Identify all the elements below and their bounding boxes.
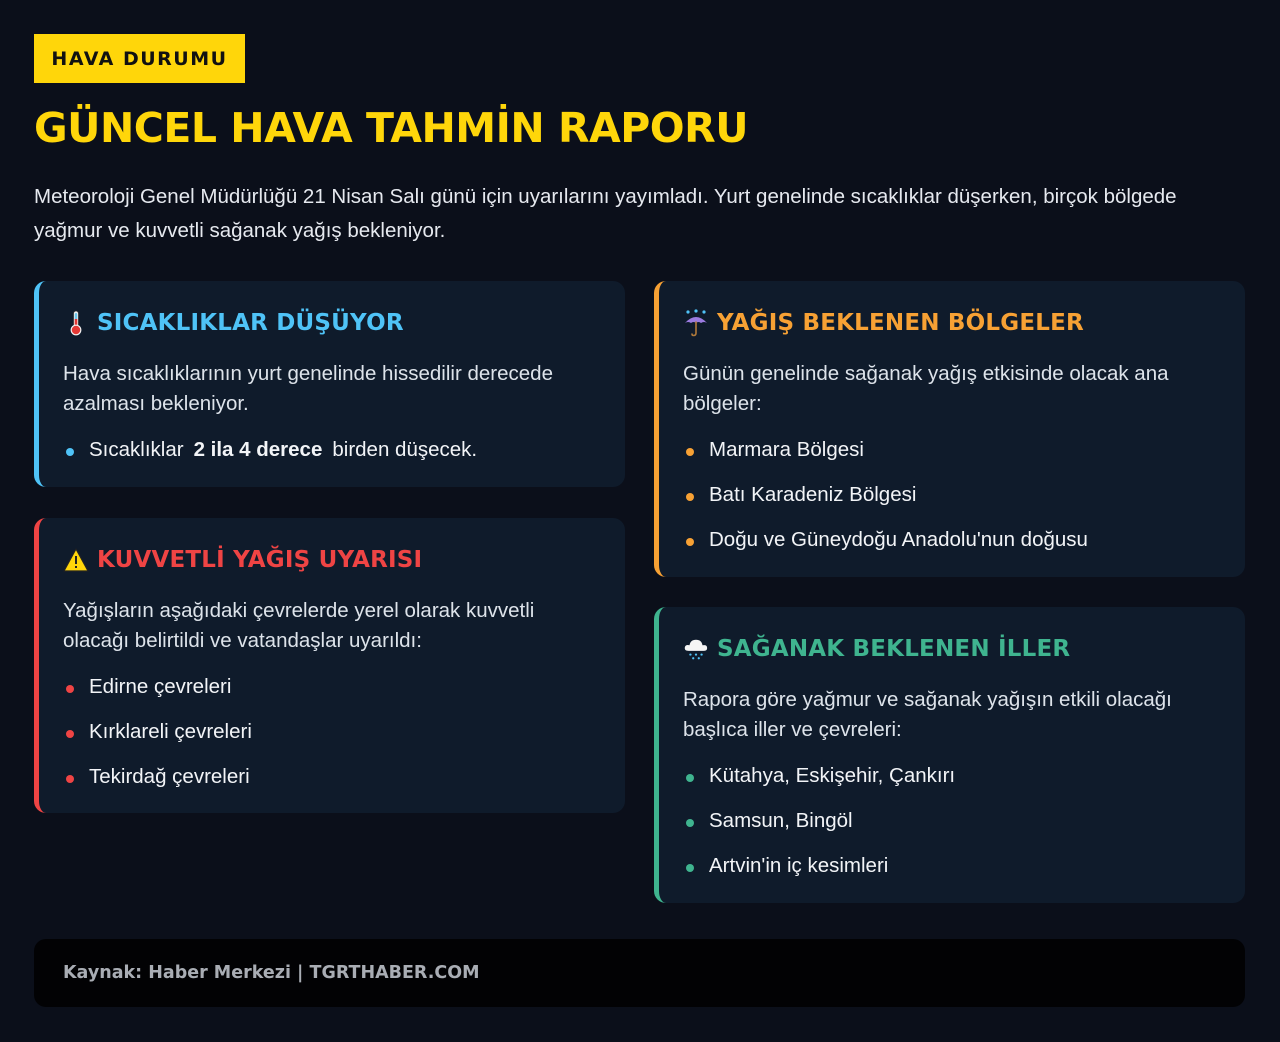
bullet-icon [686,493,694,501]
bullet-text-bold: 2 ila 4 derece [193,438,323,461]
card-temperature [34,281,625,487]
rain-cloud-icon [683,635,709,663]
bullet-text-prefix: Sıcaklıklar [89,438,184,461]
list-item-text: Kütahya, Eskişehir, Çankırı [709,764,956,787]
card-provinces-list [683,761,1221,881]
bullet-icon [66,448,74,456]
list-item [683,851,1221,881]
card-temperature-list [63,435,601,465]
list-item-text: Marmara Bölgesi [709,438,864,461]
source-footer [34,939,1245,1007]
list-item-text: Batı Karadeniz Bölgesi [709,483,917,506]
bullet-text-suffix: birden düşecek. [332,438,478,461]
card-shower-provinces [654,607,1245,903]
card-regions-heading [683,307,1221,339]
card-temperature-title: SICAKLIKLAR DÜŞÜYOR [97,310,404,336]
list-item-text: Samsun, Bingöl [709,809,853,832]
bullet-icon [686,538,694,546]
bullet-icon [686,864,694,872]
bullet-icon [66,775,74,783]
card-provinces-heading [683,633,1221,665]
list-item [683,480,1221,510]
card-regions-title: YAĞIŞ BEKLENEN BÖLGELER [717,310,1084,336]
list-item [683,525,1221,555]
list-item [63,435,601,465]
list-item [63,717,601,747]
list-item-text: Kırklareli çevreleri [89,720,252,743]
card-heavy-rain-warning [34,518,625,813]
thermometer-icon [63,309,89,337]
list-item [683,435,1221,465]
bullet-icon [66,685,74,693]
warning-icon [63,546,89,574]
card-warning-description: Yağışların aşağıdaki çevrelerde yerel olarak kuvvetli olacağı belirtildi ve vatandaşlar uyarıldı: [63,599,535,652]
umbrella-rain-icon [683,309,709,337]
card-warning-list [63,672,601,792]
list-item [683,806,1221,836]
source-text: Kaynak: Haber Merkezi | TGRTHABER.COM [63,963,480,983]
card-rain-regions [654,281,1245,577]
list-item [683,761,1221,791]
category-badge: HAVA DURUMU [34,34,245,83]
card-temperature-heading [63,307,601,339]
bullet-icon [686,448,694,456]
card-provinces-title: SAĞANAK BEKLENEN İLLER [717,636,1071,662]
card-warning-heading [63,544,601,576]
list-item-text: Doğu ve Güneydoğu Anadolu'nun doğusu [709,528,1088,551]
card-provinces-description: Rapora göre yağmur ve sağanak yağışın etkili olacağı başlıca iller ve çevreleri: [683,688,1172,741]
list-item [63,672,601,702]
bullet-icon [66,730,74,738]
bullet-icon [686,819,694,827]
list-item [63,762,601,792]
intro-paragraph: Meteoroloji Genel Müdürlüğü 21 Nisan Salı günü için uyarılarını yayımladı. Yurt genelinde sıcaklıklar düşerken, birçok bölgede yağmur ve kuvvetli sağanak yağış bekleniyor. [34,185,1177,242]
list-item-text: Edirne çevreleri [89,675,232,698]
card-regions-list [683,435,1221,555]
card-warning-title: KUVVETLİ YAĞIŞ UYARISI [97,547,423,573]
page-title: GÜNCEL HAVA TAHMİN RAPORU [34,104,749,152]
card-regions-description: Günün genelinde sağanak yağış etkisinde olacak ana bölgeler: [683,362,1169,415]
bullet-icon [686,774,694,782]
list-item-text: Tekirdağ çevreleri [89,765,250,788]
card-temperature-description: Hava sıcaklıklarının yurt genelinde hissedilir derecede azalması bekleniyor. [63,362,553,415]
list-item-text: Artvin'in iç kesimleri [709,854,889,877]
